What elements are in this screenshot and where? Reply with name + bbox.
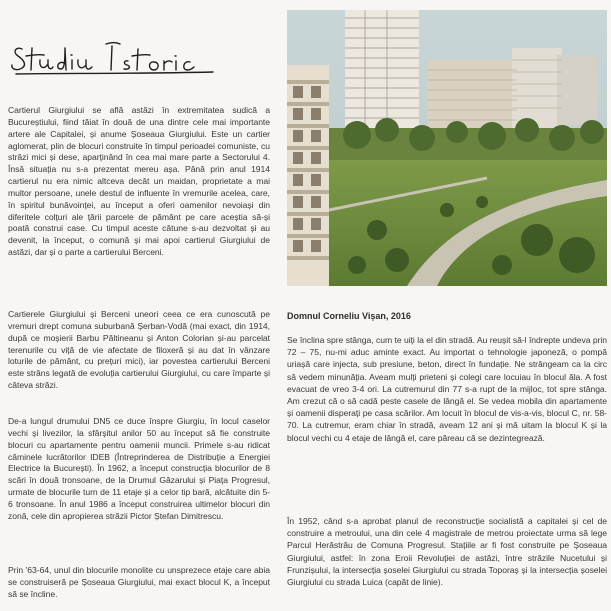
metro-paragraph: În 1952, când s-a aprobat planul de reconstrucție socialistă a capitalei și cel de construire a metroului, una din cele 4 magistrale de metrou proiectate urma să lege Parcul Herăstrău de Comuna Progresul. Stațiile ar fi fost construite pe Șoseaua Giurgiului, astfel: în zona Eroii Revoluției de astăzi, între străzile Nucetului și Frunzișului, la intersecția șoselei Giurgiului cu strada Toporaș și la intersecția șoselei Giurgiului cu strada Luica (capăt de linie). xyxy=(287,516,607,588)
photo-caption: Domnul Corneliu Vișan, 2016 xyxy=(287,311,411,321)
paragraph-2: Cartierele Giurgiului și Berceni uneori ceea ce era cunoscută pe vremuri drept comuna suburbană Șerban-Vodă (mai exact, din 1914, după ce moșierii Barbu Păltineanu și Anton Colorian și-au parcelat terenurile cu viță de vie afectate de filoxeră și au dat în vânzare loturile de pământ, cu prețuri mici), iar povestea cartierului Berceni este strâns legată de evoluția cartierului Giurgiului, cu care împarte și câteva străzi. xyxy=(8,309,270,391)
right-column xyxy=(287,0,607,611)
photo-blocks-illustration xyxy=(287,10,607,286)
paragraph-3: De-a lungul drumului DN5 ce duce înspre Giurgiu, în locul caselor vechi și livezilor, la sfârșitul anilor 50 au început să fie construite blocuri cu apartamente pentru oamenii muncii. Primele s-au ridicat căminele lucrătorilor IDEB (Întreprinderea de Distribuție a Energiei Electrice la București). În 1962, a început construcția blocurilor de 8 scări în două tronsoane, de la Drumul Găzarului și Piața Progresul, urmate de blocurile turn de 11 etaje și a celor tip bară, alcătuite din 5-6 tronsoane. În anul 1986 a început construirea ultimelor blocuri din zonă, cele din apropierea străzii Pictor Ștefan Dimitrescu. xyxy=(8,416,270,521)
paragraph-4: Prin '63-64, unul din blocurile monolite cu unsprezece etaje care abia se construiseră pe Șoseaua Giurgiului, mai exact blocul K, a început să se încline. xyxy=(8,565,270,599)
left-column xyxy=(8,0,270,611)
handwritten-title-graphic xyxy=(8,36,228,86)
page-title xyxy=(8,36,228,86)
photo xyxy=(287,10,607,286)
paragraph-1: Cartierul Giurgiului se află astăzi în extremitatea sudică a Bucureștiului, fiind tăiat în două de una dintre cele mai importante artere ale Capitalei, și anume Șoseaua Giurgiului. Este un cartier aglomerat, plin de blocuri construite în timpul perioadei comuniste, cu străzi mici și dese, aparținând în cea mai mare parte a Sectorului 4. Însă situația nu s-a prezentat mereu așa. Până prin anul 1914 cartierul nu era nimic altceva decât un maidan, proprietate a mai multor persoane, unele destul de influente în vremurile acelea, care, în spiritul bunăvoinței, au început a oferi oamenilor nevoiași din diferitele colțuri ale țării parcele de pământ pe care aceștia să-și poată construi case. Cu timpul aceste cătune s-au dezvoltat și au devenit, la început, o comună și mai apoi cartierul Giurgiului de astăzi, dar și o parte a cartierului Berceni. xyxy=(8,105,270,258)
quote-paragraph: Se înclina spre stânga, cum te uiți la el din stradă. Au reușit să-l îndrepte undeva prin 72 – 75, nu-mi aduc aminte exact. Au importat o tehnologie japoneză, o pompă uriașă care injecta, sub presiune, beton, direct în fundație. Ne strângeam ca la circ să vedem minunăția. Aveam mulți prieteni și colegi care locuiau în blocul ăla. A fost evacuat de vreo 3-4 ori. La cutremurul din 77 s-a rupt de la mijloc, tot spre stânga. Am crezut că o să cadă peste casele de lângă el. Se vedea mobila din apartamente și oamenii disperați pe casa scărilor. Am locuit în blocul de vis-a-vis, blocul C, nr. 58-70. La cutremur, eram chiar în stradă, aveam 12 ani și mă uitam la blocul K și la blocul vechi cu 4 etaje de lângă el, care păreau că se dezintegrează. xyxy=(287,335,607,443)
